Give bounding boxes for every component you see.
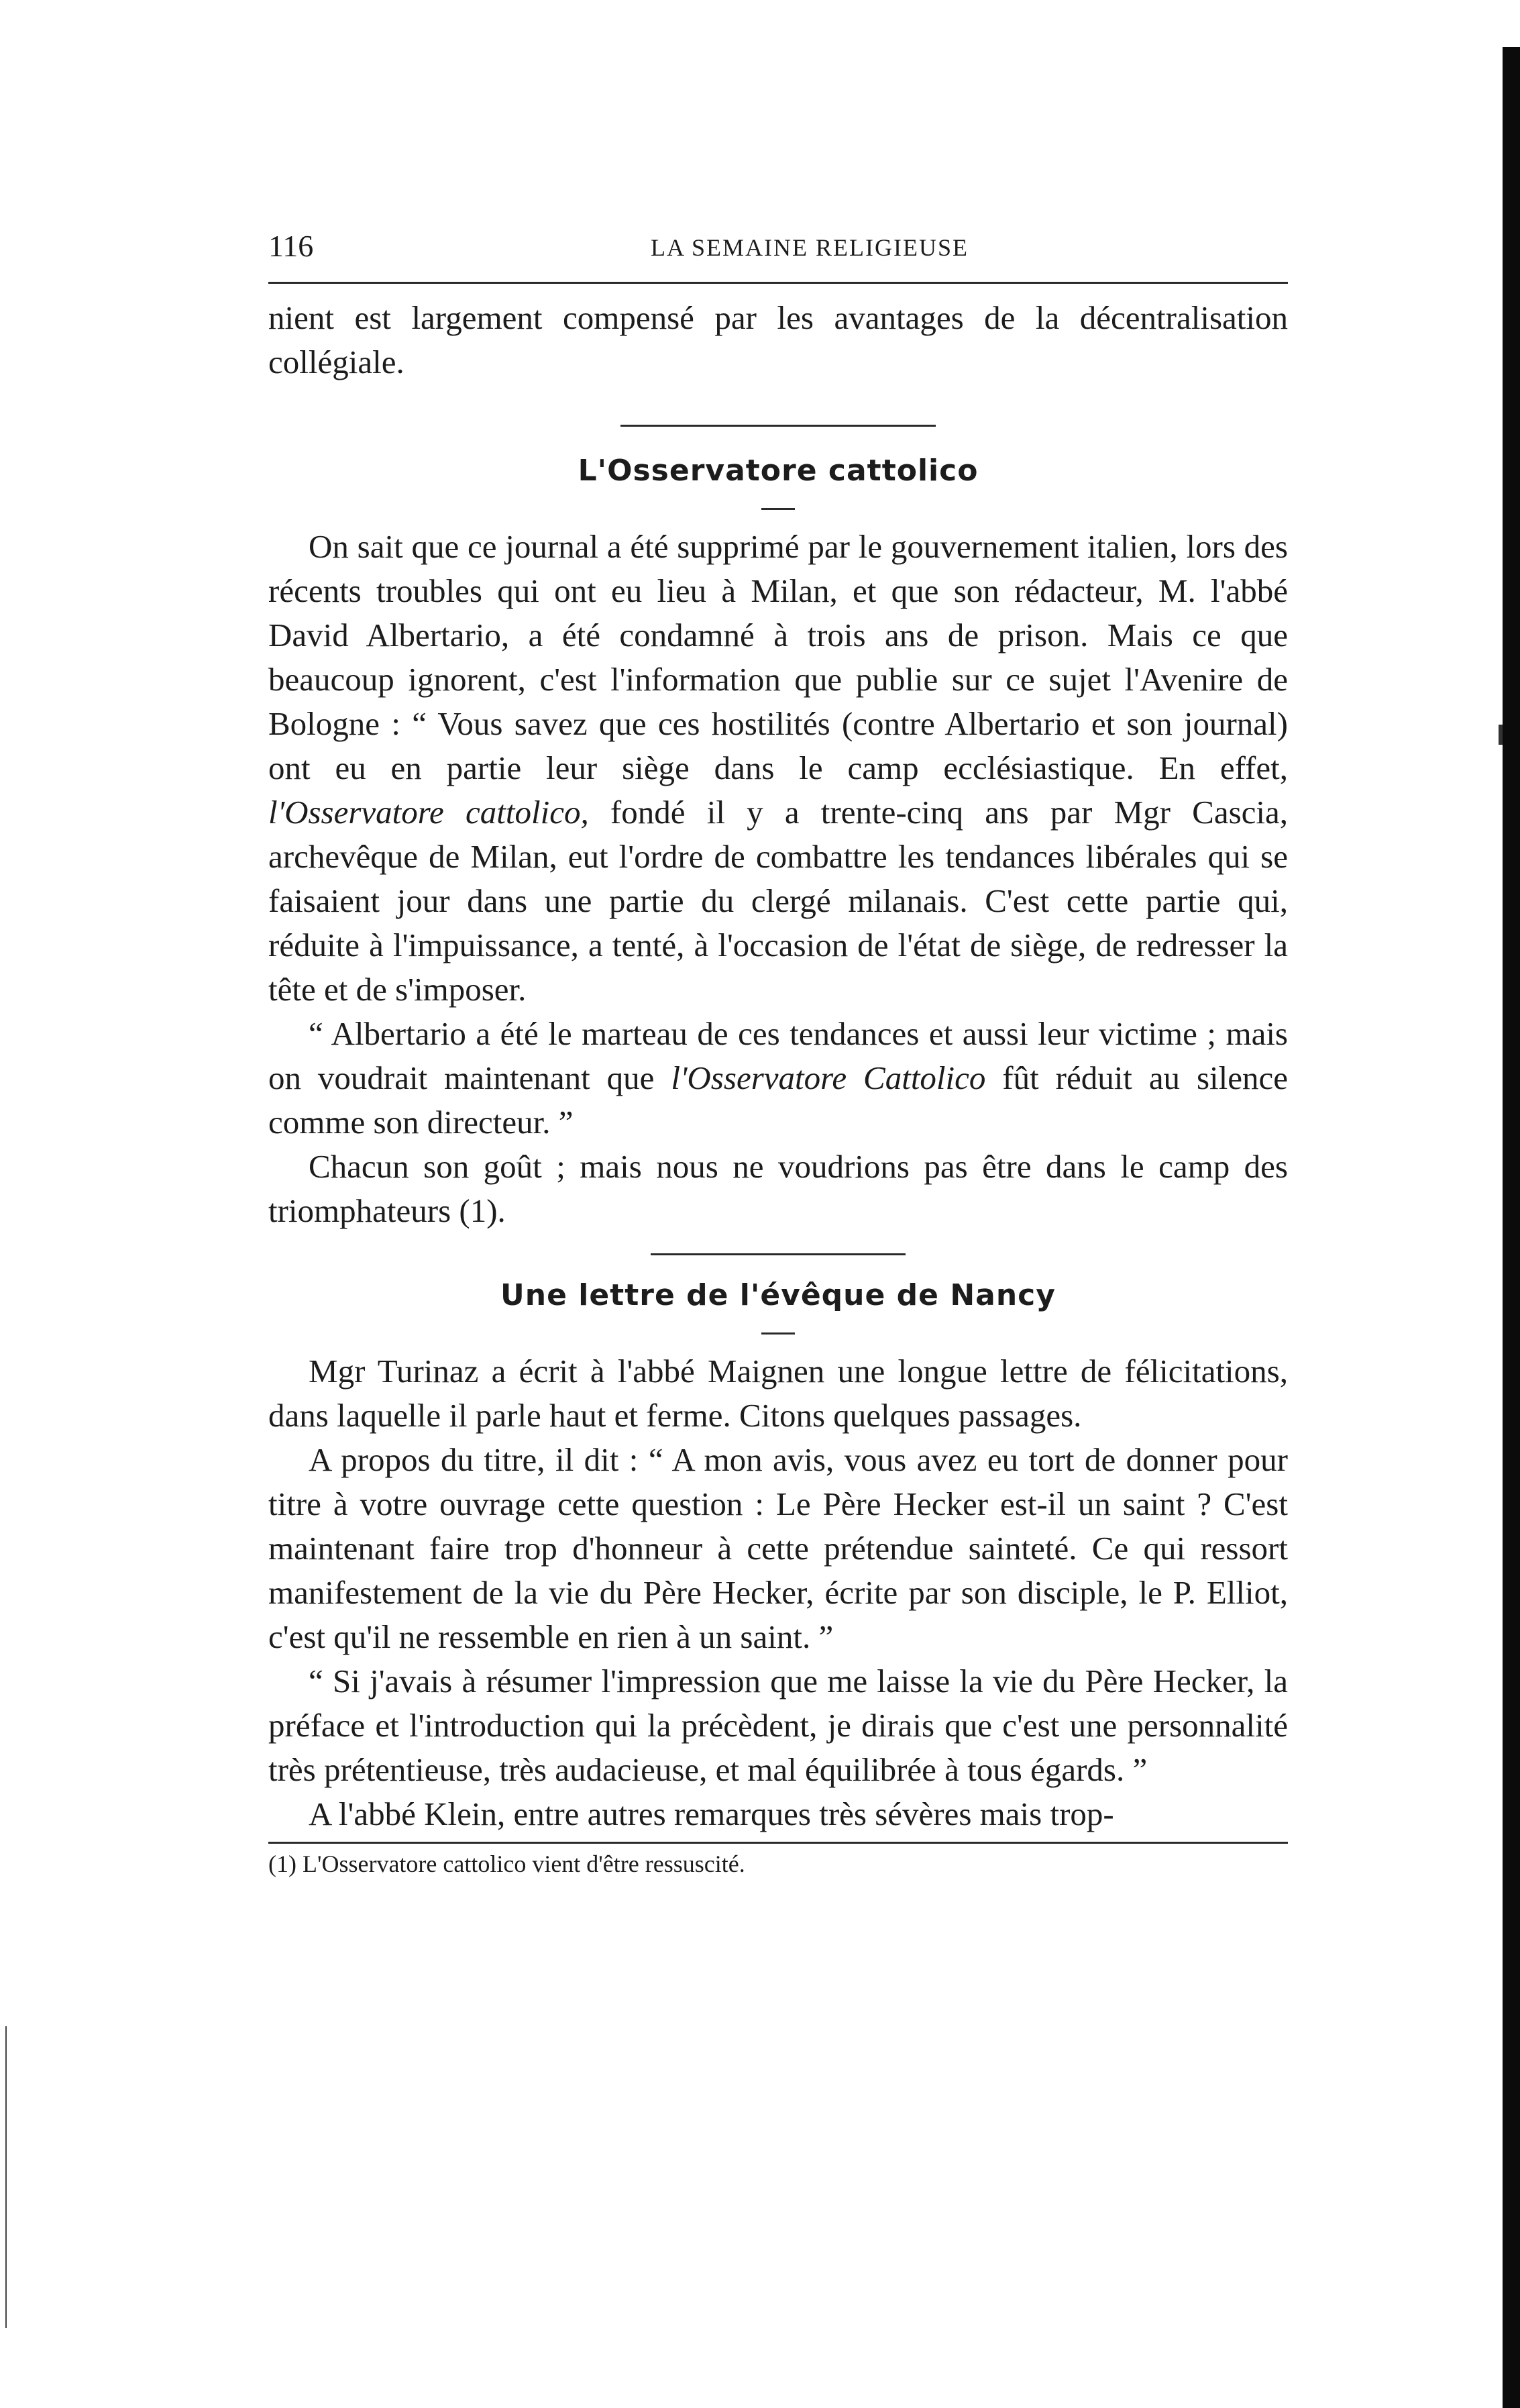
footnote: (1) L'Osservatore cattolico vient d'être ressuscité. <box>268 1850 745 1877</box>
paragraph: “ Si j'avais à résumer l'impression que me laisse la vie du Père Hecker, la préface et l'introduction qui la précèdent, je dirais que c'est une personnalité très prétentieuse, très audacieuse, et mal équilibrée à tous égards. ” <box>268 1663 1288 1788</box>
journal-title: LA SEMAINE RELIGIEUSE <box>651 234 969 261</box>
section-divider <box>651 1253 906 1255</box>
section-divider <box>620 425 936 427</box>
paragraph <box>268 1012 1288 1145</box>
paragraph: Chacun son goût ; mais nous ne voudrions pas être dans le camp des triomphateurs (1). <box>268 1148 1288 1229</box>
paragraph: Mgr Turinaz a écrit à l'abbé Maignen une longue lettre de félicitations, dans laquelle il parle haut et ferme. Citons quelques passages. <box>268 1353 1288 1434</box>
text-run: fût réduit au silence comme son directeur. ” <box>268 1059 1288 1141</box>
italic-text: l'Osservatore Cattolico <box>671 1059 986 1096</box>
text-run: On sait que ce journal a été supprimé par le gouvernement italien, lors des récents troubles qui ont eu lieu à Milan, et que son rédacteur, M. l'abbé David Albertario, a été condamné à trois ans de prison. Mais ce que beaucoup ignorent, c'est l'information que publie sur ce sujet l'Avenire de Bologne : “ Vous savez que ces hostilités (contre Albertario et son journal) ont eu en partie leur siège dans le camp ecclésiastique. En effet, <box>268 528 1288 786</box>
document-page <box>268 228 1288 1879</box>
scan-border <box>1503 47 1520 2408</box>
continuation-paragraph: nient est largement compensé par les avantages de la décentralisation collégiale. <box>268 299 1288 380</box>
scan-speck <box>1499 725 1503 745</box>
section-title-osservatore: L'Osservatore cattolico <box>578 454 979 488</box>
page-number: 116 <box>268 229 314 263</box>
title-dash <box>761 508 795 510</box>
section-title-nancy: Une lettre de l'évêque de Nancy <box>500 1278 1056 1312</box>
paragraph: A propos du titre, il dit : “ A mon avis, vous avez eu tort de donner pour titre à votre ouvrage cette question : Le Père Hecker est-il un saint ? C'est maintenant faire trop d'honneur à cette prétendue sainteté. Ce qui ressort manifestement de la vie du Père Hecker, écrite par son disciple, le P. Elliot, c'est qu'il ne ressemble en rien à un saint. ” <box>268 1441 1288 1655</box>
italic-text: l'Osservatore cattolico, <box>268 794 589 831</box>
paragraph <box>268 525 1288 1012</box>
scan-margin-line <box>5 2026 7 2328</box>
text-run: fondé il y a trente-cinq ans par Mgr Cascia, archevêque de Milan, eut l'ordre de combattre les tendances libérales qui se faisaient jour dans une partie du clergé milanais. C'est cette partie qui, réduite à l'impuissance, a tenté, à l'occasion de l'état de siège, de redresser la tête et de s'imposer. <box>268 794 1288 1008</box>
running-head <box>268 228 1288 275</box>
paragraph: A l'abbé Klein, entre autres remarques très sévères mais trop- <box>309 1795 1114 1832</box>
title-dash <box>761 1332 795 1334</box>
footnote-rule <box>268 1842 1288 1844</box>
header-rule <box>268 282 1288 284</box>
text-run: “ Albertario a été le marteau de ces tendances et aussi leur victime ; mais on voudrait maintenant que <box>268 1015 1288 1096</box>
